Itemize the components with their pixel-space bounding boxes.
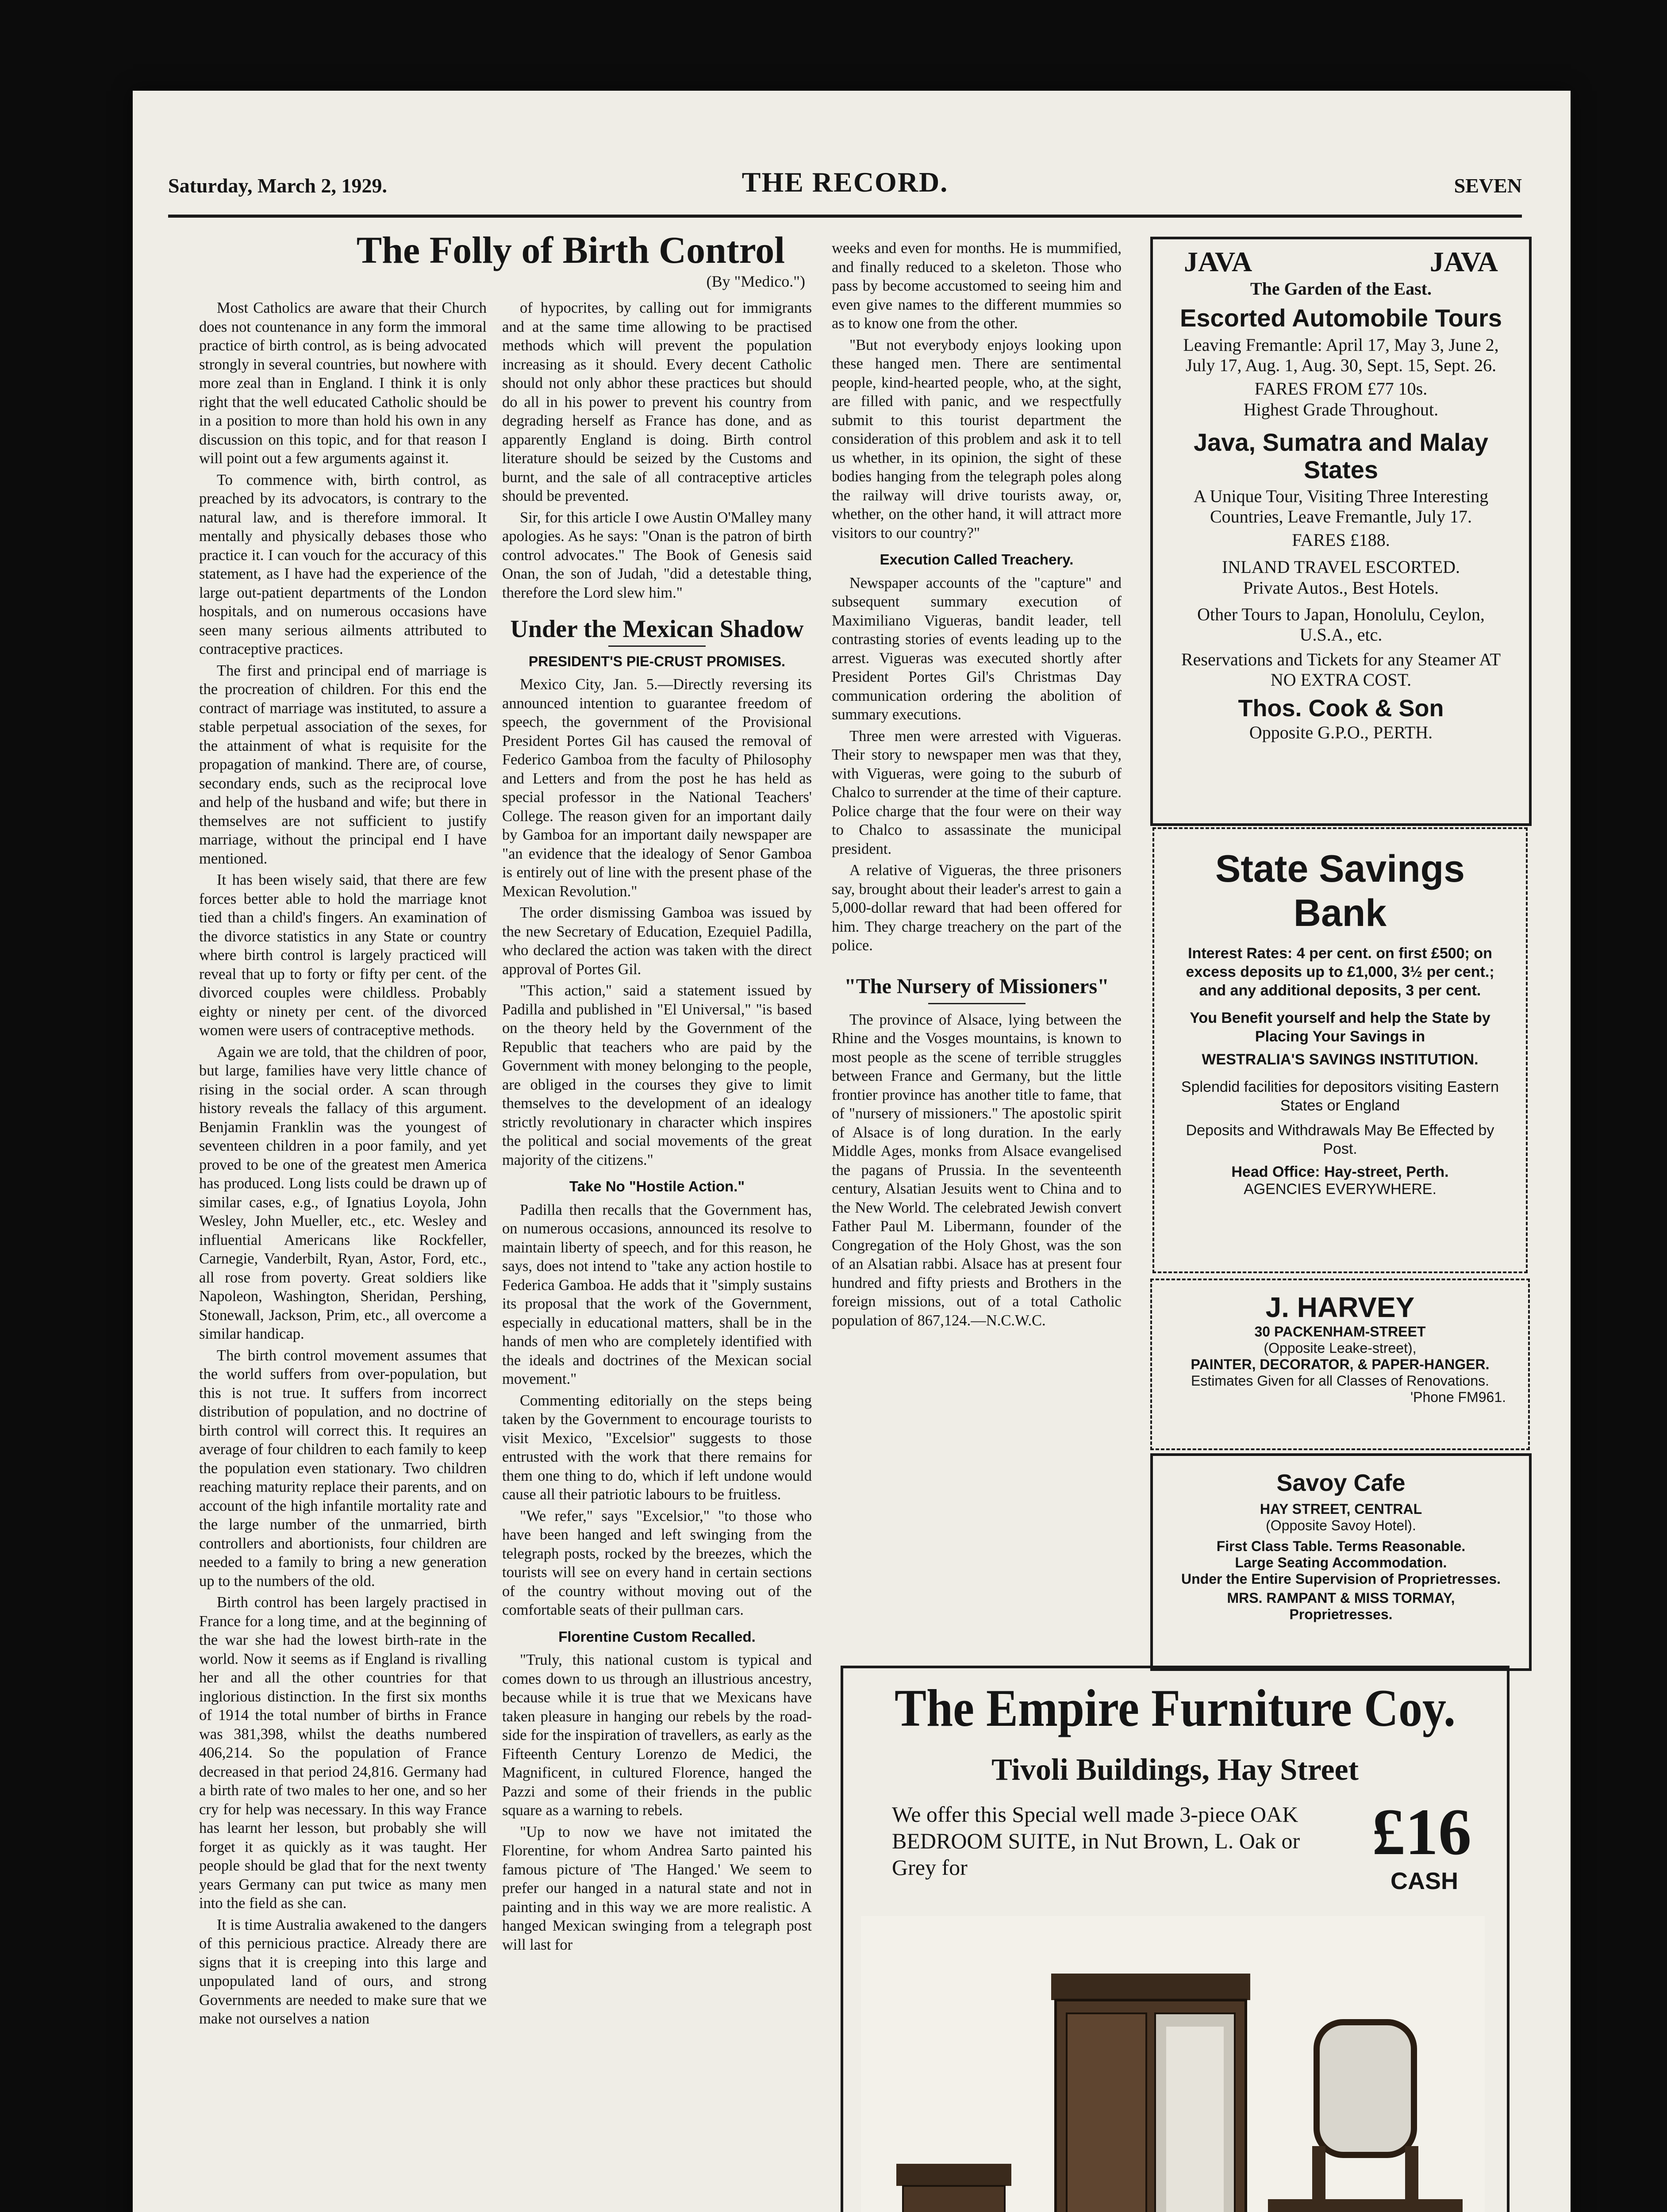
newspaper-page <box>133 91 1571 2212</box>
ad-empire-name: The Empire Furniture Coy. <box>894 1678 1456 1737</box>
ad-empire-cash: CASH <box>1390 1868 1458 1894</box>
ad-java-fares: FARES FROM £77 10s. <box>1254 379 1428 399</box>
bedroom-suite-illustration <box>861 1916 1485 2212</box>
column-3 <box>832 239 1122 1333</box>
ad-bank-agencies: AGENCIES EVERYWHERE. <box>1244 1181 1437 1198</box>
ad-java-dates: Leaving Fremantle: April 17, May 3, June 2, July 17, Aug. 1, Aug. 30, Sept. 15, Sept. 26. <box>1183 335 1499 375</box>
ad-state-savings-bank <box>1152 827 1528 1273</box>
ad-savoy-title: Proprietresses. <box>1289 1606 1393 1622</box>
ad-j-harvey <box>1150 1279 1530 1450</box>
paragraph: The first and principal end of marriage is the procreation of children. For this end the contract of marriage was instituted, to assure a stable perpetual association of the sexes, for the attainment of what is requisite for the propagation of mankind. There are, of course, secondary ends, such as the reciprocal love and help of the husband and wife; but there in themselves are not sufficient to justify marriage, without the principal end I have mentioned. <box>199 662 487 867</box>
subheading-hostile-action: Take No "Hostile Action." <box>569 1178 745 1194</box>
ad-java-title <box>1153 239 1529 278</box>
ad-savoy-supervision: Under the Entire Supervision of Proprietresses. <box>1181 1571 1501 1587</box>
ad-java-heading2: Java, Sumatra and Malay States <box>1193 428 1489 484</box>
ad-empire-price: £16 <box>1372 1795 1471 1869</box>
page-number: SEVEN <box>1454 174 1522 197</box>
ad-harvey-name: J. HARVEY <box>1265 1291 1415 1323</box>
paragraph: of hypocrites, by calling out for immigrants and at the same time allowing to be practised methods which will prevent the population increasing as it should. Every decent Catholic should not only abhor these practices but should do all in his power to prevent his country from degrading herself as France has done, and as apparently England is doing. Birth control literature should be seized by the Customs and burnt, and the sale of all contraceptive articles should be prevented. <box>502 300 812 504</box>
ad-java-private: Private Autos., Best Hotels. <box>1243 578 1439 598</box>
ad-bank-rates: Interest Rates: 4 per cent. on first £500; on excess deposits up to £1,000, 3½ per cent.; and any additional deposits, 3 per cent. <box>1186 945 1494 999</box>
subheading-florentine: Florentine Custom Recalled. <box>558 1628 756 1645</box>
ad-bank-benefit: You Benefit yourself and help the State by Placing Your Savings in <box>1190 1010 1490 1045</box>
ad-empire-location: Tivoli Buildings, Hay Street <box>991 1753 1359 1787</box>
masthead: THE RECORD. <box>741 166 949 198</box>
ad-harvey-opposite: (Opposite Leake-street), <box>1264 1340 1417 1356</box>
ad-harvey-phone: 'Phone FM961. <box>1410 1389 1506 1405</box>
heading-rule <box>608 645 706 647</box>
paragraph: The birth control movement assumes that the world suffers from over-population, but this is not true. It suffers from incorrect distribution of population, and no doctrine of birth control will correct this. It requires an average of four children to each family to keep the population even stationary. Two children reaching maturity replace their parents, and on account of the high infantile mortality rate and the large number of the unmarried, birth controllers and abortionists, four children are needed to a family to bring a new generation up to the numbers of the old. <box>199 1347 487 1590</box>
paragraph: A relative of Vigueras, the three prisoners say, brought about their leader's arrest to gain a 5,000-dollar reward that had been offered for him. They charge treachery on the part of the police. <box>832 862 1122 954</box>
section-heading-mexican: Under the Mexican Shadow <box>510 615 804 643</box>
ad-savoy-cafe <box>1150 1453 1532 1671</box>
ad-java-hotels: Highest Grade Throughout. <box>1243 399 1439 419</box>
paragraph: Newspaper accounts of the "capture" and subsequent summary execution of Maximiliano Vigueras, bandit leader, tell contrasting stories of events leading up to the arrest. Vigueras was executed shortly after President Portes Gil's Christmas Day communication ordering the abolition of summary executions. <box>832 574 1122 723</box>
ad-savoy-table: First Class Table. Terms Reasonable. <box>1216 1538 1466 1554</box>
paragraph: "But not everybody enjoys looking upon these hanged men. There are sentimental people, kind-hearted people, who, at the sight, are filled with panic, and we respectfully submit to this tourist department the consideration of this problem and ask it to tell us whether, in its opinion, the sight of these bodies hanging from the telegraph poles along the railway will drive tourists away, or, whether, on the other hand, it will attract more visitors to our country?" <box>832 336 1122 541</box>
ad-java-tours: Escorted Automobile Tours <box>1179 304 1502 332</box>
paragraph: Sir, for this article I owe Austin O'Malley many apologies. As he says: "Onan is the patron of birth control advocates." The Book of Genesis said Onan, the son of Judah, "did a detestable thing, therefore the Lord slew him." <box>502 509 812 601</box>
washstand-drawing <box>896 2164 1011 2212</box>
ad-java-fares2: FARES £188. <box>1292 530 1390 550</box>
paragraph: Three men were arrested with Vigueras. Their story to newspaper men was that they, with Vigueras, were going to the suburb of Chalco to surrender at the time of their capture. Police charge that the four were on their way to Chalco to assassinate the municipal president. <box>832 727 1122 857</box>
ad-bank-deposits: Deposits and Withdrawals May Be Effected by Post. <box>1186 1122 1494 1157</box>
ad-java-other: Other Tours to Japan, Honolulu, Ceylon, U.S.A., etc. <box>1197 604 1485 645</box>
ad-bank-title2: Bank <box>1293 892 1387 934</box>
ad-bank-title1: State Savings <box>1215 848 1465 890</box>
paragraph: "We refer," says "Excelsior," "to those who have been hanged and left swinging from the telegraph posts, rocked by the breezes, which the tourists will see on every hand in certain sections of the country without moving out of the comfortable seats of their pullman cars. <box>502 1507 812 1618</box>
paragraph: To commence with, birth control, as preached by its advocators, is contrary to the natural law, and is therefore immoral. It mentally and physically debases those who practice it. I can vouch for the accuracy of this statement, as I have had the experience of the large out-patient departments of the London hospitals, and on numerous occasions have seen many serious ailments attributed to contraceptive practices. <box>199 471 487 657</box>
column-2 <box>502 299 812 1957</box>
ad-java-inland: INLAND TRAVEL ESCORTED. <box>1222 557 1460 577</box>
ad-java-tagline: The Garden of the East. <box>1250 279 1432 299</box>
ad-harvey-address: 30 PACKENHAM-STREET <box>1254 1324 1426 1340</box>
ad-java-address: Opposite G.P.O., PERTH. <box>1249 722 1433 742</box>
ad-java-word-right: JAVA <box>1429 246 1498 277</box>
paragraph: "This action," said a statement issued by Padilla and published in "El Universal," "is based on the theory held by the Government of the Republic that teachers who are paid by the Government with money belonging to the people, are obliged in the courses they give to limit themselves to the development of an idealogy strictly revolutionary in character which inspires the political and social movements of the great majority of the citizens." <box>502 982 812 1168</box>
ad-harvey-trade: PAINTER, DECORATOR, & PAPER-HANGER. <box>1191 1356 1490 1372</box>
ad-java-tours <box>1150 237 1532 826</box>
ad-java-word-left: JAVA <box>1184 246 1252 277</box>
column-1 <box>199 299 487 2031</box>
ad-savoy-name: Savoy Cafe <box>1276 1470 1406 1496</box>
heading-rule <box>928 1003 1026 1004</box>
paragraph: It has been wisely said, that there are few forces better able to hold the marriage knot tied than a child's fingers. An examination of the divorce statistics in any State or country where birth control is largely practiced will reveal that up to forty or fifty per cent. of the divorced couples were childless. Probably eighty or ninety per cent. of the divorced women were users of contraceptive methods. <box>199 872 487 1039</box>
ad-java-reservations: Reservations and Tickets for any Steamer AT NO EXTRA COST. <box>1181 649 1501 690</box>
header-rule <box>168 215 1522 218</box>
paragraph: weeks and even for months. He is mummified, and finally reduced to a skeleton. Those who pass by become accustomed to seeing him and even give names to the different mummies so as to know one from the other. <box>832 240 1122 332</box>
paragraph: It is time Australia awakened to the dangers of this pernicious practice. Already there are signs that it is creeping into this large and unpopulated land of ours, and strong Governments are needed to make sure that we make not ourselves a nation <box>199 1916 487 2027</box>
paragraph: Mexico City, Jan. 5.—Directly reversing its announced intention to guarantee freedom of speech, the government of the Provisional President Portes Gil has caused the removal of Federico Gamboa from the faculty of Philosophy and Letters and from the post he has held as special professor in the National Teachers' College. The reason given for an important daily by Gamboa for an important daily newspaper are "an evidence that the idealogy of Senor Gamboa is entirely out of line with the present phase of the Mexican Revolution." <box>502 676 812 900</box>
paragraph: Padilla then recalls that the Government has, on numerous occasions, announced its resolve to maintain liberty of speech, and for this reason, he says, does not intend to "take any action hostile to Federica Gamboa. He adds that it "simply sustains its proposal that the work of the Government, especially in educational matters, shall be in the hands of men who are completely identified with the ideals and doctrines of the Mexican social movement." <box>502 1201 812 1387</box>
paragraph: Birth control has been largely practised in France for a long time, and at the beginning of the war she had the lowest birth-rate in the world. Now it seems as if England is rivalling her and all the other countries for that inglorious distinction. In the first six months of 1914 the total number of births in France was 381,398, whilst the deaths numbered 406,214. So the population of France decreased in that period 24,816. Germany had a birth rate of two males to her one, and so her cry for help was necessary. In this way France has learnt her lesson, but probably she will forget it as quickly as it was taught. Her people should be glad that for the next twenty years Germany can put twice as many men into the field as she can. <box>199 1594 487 1912</box>
issue-date: Saturday, March 2, 1929. <box>168 174 387 197</box>
ad-empire-offer: We offer this Special well made 3-piece OAK BEDROOM SUITE, in Nut Brown, L. Oak or Grey for <box>892 1802 1300 1880</box>
ad-harvey-estimates: Estimates Given for all Classes of Renovations. <box>1191 1373 1490 1389</box>
ad-bank-head-office: Head Office: Hay-street, Perth. <box>1231 1164 1449 1180</box>
article-byline: (By "Medico.") <box>706 273 805 290</box>
page-header <box>168 166 1522 219</box>
article-title: The Folly of Birth Control <box>356 229 785 271</box>
paragraph: Most Catholics are aware that their Church does not countenance in any form the immoral practice of birth control, as is being advocated strongly in several countries, but nowhere with more zeal than in England. I think it is only right that the well educated Catholic should be in a position to more than hold his own in any discussion on this topic, and for that reason I will point out a few arguments against it. <box>199 300 487 467</box>
section-heading-missioners: "The Nursery of Missioners" <box>844 974 1109 998</box>
ad-savoy-opposite: (Opposite Savoy Hotel). <box>1266 1517 1416 1533</box>
paragraph: The order dismissing Gamboa was issued by the new Secretary of Education, Ezequiel Padilla, who declared the action was taken with the direct approval of Portes Gil. <box>502 904 812 978</box>
paragraph: Commenting editorially on the steps being taken by the Government to encourage tourists to visit Mexico, "Excelsior" suggests to those entrusted with the work that there remains for them one thing to do, which if left undone would cause all their patriotic labours to be fruitless. <box>502 1392 812 1503</box>
paragraph: The province of Alsace, lying between the Rhine and the Vosges mountains, is known to most people as the scene of terrible struggles between France and Germany, but the little frontier province has another title to fame, that of "nursery of missioners." The apostolic spirit of Alsace is of long duration. In the early Middle Ages, monks from Alsace evangelised the pagans of Prussia. In the seventeenth century, Alsatian Jesuits went to China and to the New World. The celebrated Jewish convert Father Paul M. Libermann, founder of the Congregation of the Holy Ghost, was the son of an Alsatian rabbi. Alsace has at present four hundred and fifty priests and Brothers in the foreign missions, out of a total Catholic population of 867,124.—N.C.W.C. <box>832 1011 1122 1329</box>
ad-savoy-accommodation: Large Seating Accommodation. <box>1235 1555 1447 1571</box>
ad-bank-facilities: Splendid facilities for depositors visiting Eastern States or England <box>1181 1079 1499 1114</box>
ad-savoy-owners: MRS. RAMPANT & MISS TORMAY, <box>1227 1590 1455 1606</box>
subheading-execution: Execution Called Treachery. <box>880 551 1074 568</box>
paragraph: "Up to now we have not imitated the Florentine, for whom Andrea Sarto painted his famous picture of 'The Hanged.' We seem to prefer our hanged in a natural state and not in painting and in this way we are more realistic. A hanged Mexican swinging from a telegraph post will last for <box>502 1823 812 1953</box>
paragraph: Again we are told, that the children of poor, but large, families have very little chance of rising in the social order. A scan through history reveals the fallacy of this argument. Benjamin Franklin was the youngest of seventeen children in a poor family, and yet proved to be one of the greatest men America has produced. Long lists could be drawn up of similar cases, e.g., of Ignatius Loyola, John Wesley, John Mueller, etc., etc. Wesley and influential Americans like Rockfeller, Carnegie, Vanderbilt, Ryan, Astor, Ford, etc., all rose from poverty. Great soldiers like Napoleon, Washington, Sheridan, Pershing, Stonewall, Jackson, Prim, etc., all overcome a similar handicap. <box>199 1043 487 1342</box>
section-subheading: PRESIDENT'S PIE-CRUST PROMISES. <box>528 653 786 669</box>
ad-bank-institution: WESTRALIA'S SAVINGS INSTITUTION. <box>1202 1051 1479 1068</box>
ad-savoy-street: HAY STREET, CENTRAL <box>1260 1501 1422 1517</box>
ad-java-company: Thos. Cook & Son <box>1238 695 1444 722</box>
ad-empire-furniture <box>841 1666 1510 2212</box>
paragraph: "Truly, this national custom is typical and comes down to us through an illustrious ancestry, because while it is true that we Mexicans have taken pleasure in hanging our rebels by the road-side for the inspiration of travellers, as early as the Fifteenth Century Lorenzo de Medici, the Magnificent, in cultured Florence, hanged the Pazzi and some of their friends in the public square as a warning to rebels. <box>502 1651 812 1819</box>
ad-java-unique: A Unique Tour, Visiting Three Interesting Countries, Leave Fremantle, July 17. <box>1193 486 1489 526</box>
wardrobe-drawing <box>1051 1974 1250 2212</box>
